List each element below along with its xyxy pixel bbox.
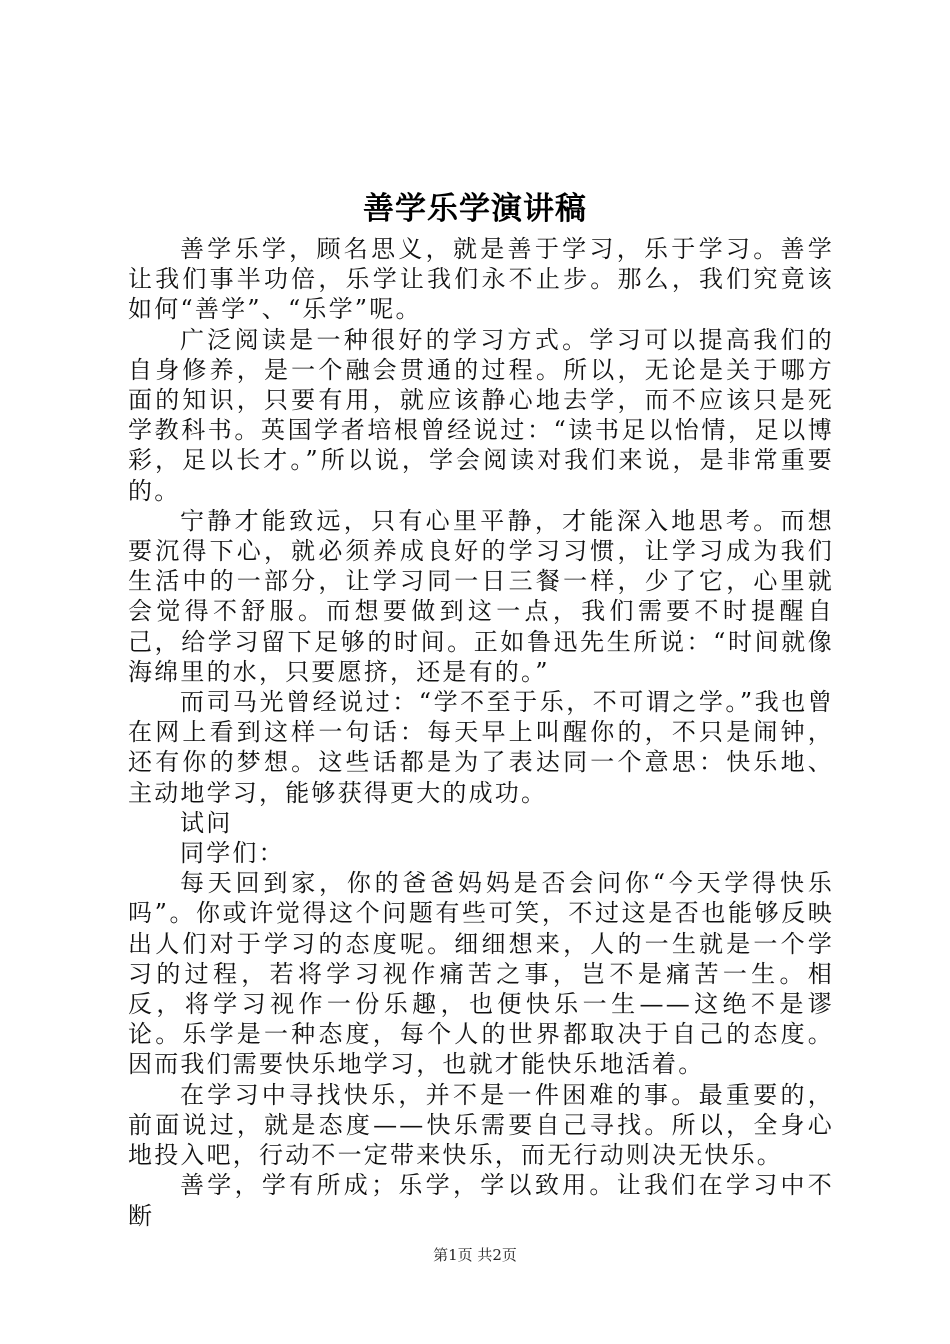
document-body	[128, 234, 834, 1231]
paragraph: 在学习中寻找快乐，并不是一件困难的事。最重要的，前面说过，就是态度——快乐需要自己寻找。所以，全身心地投入吧，行动不一定带来快乐，而无行动则决无快乐。	[128, 1080, 834, 1170]
paragraph: 同学们：	[180, 839, 285, 868]
paragraph: 每天回到家，你的爸爸妈妈是否会问你“今天学得快乐吗”。你或许觉得这个问题有些可笑，不过这是否也能够反映出人们对于学习的态度呢。细细想来，人的一生就是一个学习的过程，若将学习视作痛苦之事，岂不是痛苦一生。相反，将学习视作一份乐趣，也便快乐一生——这绝不是谬论。乐学是一种态度，每个人的世界都取决于自己的态度。因而我们需要快乐地学习，也就才能快乐地活着。	[128, 869, 834, 1079]
paragraph: 宁静才能致远，只有心里平静，才能深入地思考。而想要沉得下心，就必须养成良好的学习习惯，让学习成为我们生活中的一部分，让学习同一日三餐一样，少了它，心里就会觉得不舒服。而想要做到这一点，我们需要不时提醒自己，给学习留下足够的时间。正如鲁迅先生所说：“时间就像海绵里的水，只要愿挤，还是有的。”	[128, 506, 834, 686]
paragraph: 试问	[180, 808, 233, 837]
page-footer: 第1页 共2页	[433, 1246, 517, 1264]
paragraph: 而司马光曾经说过：“学不至于乐，不可谓之学。”我也曾在网上看到这样一句话：每天早上叫醒你的，不只是闹钟，还有你的梦想。这些话都是为了表达同一个意思：快乐地、主动地学习，能够获得更大的成功。	[128, 688, 834, 807]
paragraph: 善学，学有所成；乐学，学以致用。让我们在学习中不断	[128, 1171, 834, 1230]
paragraph: 善学乐学，顾名思义，就是善于学习，乐于学习。善学让我们事半功倍，乐学让我们永不止步。那么，我们究竟该如何“善学”、“乐学”呢。	[128, 235, 834, 324]
paragraph: 广泛阅读是一种很好的学习方式。学习可以提高我们的自身修养，是一个融会贯通的过程。所以，无论是关于哪方面的知识，只要有用，就应该静心地去学，而不应该只是死学教科书。英国学者培根曾经说过：“读书足以怡情，足以博彩，足以长才。”所以说，学会阅读对我们来说，是非常重要的。	[128, 325, 834, 505]
page-title: 善学乐学演讲稿	[363, 191, 587, 227]
